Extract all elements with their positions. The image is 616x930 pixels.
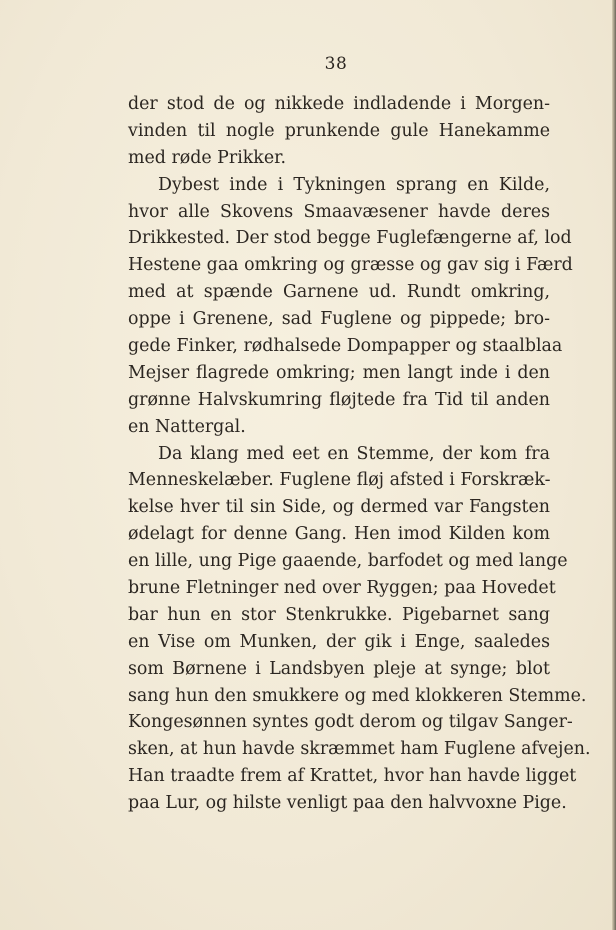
text-line: Kongesønnen syntes godt derom og tilgav Sanger- [128,712,573,733]
text-line: Hestene gaa omkring og græsse og gav sig i Færd [128,255,573,276]
text-line: Da klang med eet en Stemme, der kom fra [158,443,550,464]
page-edge [612,0,616,930]
text-line: gede Finker, rødhalsede Dompapper og staalblaa [128,336,563,357]
text-line: hvor alle Skovens Smaavæsener havde deres [128,201,550,222]
text-line: ødelagt for denne Gang. Hen imod Kilden kom [128,524,550,545]
text-line: Mejser flagrede omkring; men langt inde i den [128,362,550,383]
text-line: Drikkested. Der stod begge Fuglefængerne af, lod [128,228,572,249]
text-line: kelse hver til sin Side, og dermed var Fangsten [128,497,550,518]
text-line: sang hun den smukkere og med klokkeren Stemme. [128,685,587,706]
text-line: sken, at hun havde skræmmet ham Fuglene afvejen. [128,739,591,760]
text-line: Han traadte frem af Krattet, hvor han havde ligget [128,766,577,787]
text-line: grønne Halvskumring fløjtede fra Tid til anden [128,389,550,410]
text-line: som Børnene i Landsbyen pleje at synge; blot [128,658,550,679]
text-line: vinden til nogle prunkende gule Hanekamme [128,120,550,141]
text-line: en lille, ung Pige gaaende, barfodet og med lange [128,551,568,572]
text-line: en Vise om Munken, der gik i Enge, saaledes [128,631,550,652]
page-number: 38 [324,54,348,74]
text-line: paa Lur, og hilste venligt paa den halvvoxne Pige. [128,793,567,814]
text-line: med røde Prikker. [128,147,287,168]
text-line: der stod de og nikkede indladende i Morgen- [128,94,550,114]
text-line: bar hun en stor Stenkrukke. Pigebarnet sang [128,604,550,625]
text-line: brune Fletninger ned over Ryggen; paa Hovedet [128,578,556,599]
text-line: oppe i Grenene, sad Fuglene og pippede; bro- [128,309,550,330]
text-line: Menneskelæber. Fuglene fløj afsted i Forskræk- [128,470,551,491]
text-line: med at spænde Garnene ud. Rundt omkring, [128,282,550,303]
text-line: en Nattergal. [128,416,246,437]
text-line: Dybest inde i Tykningen sprang en Kilde, [158,174,550,195]
body-text [128,91,591,817]
